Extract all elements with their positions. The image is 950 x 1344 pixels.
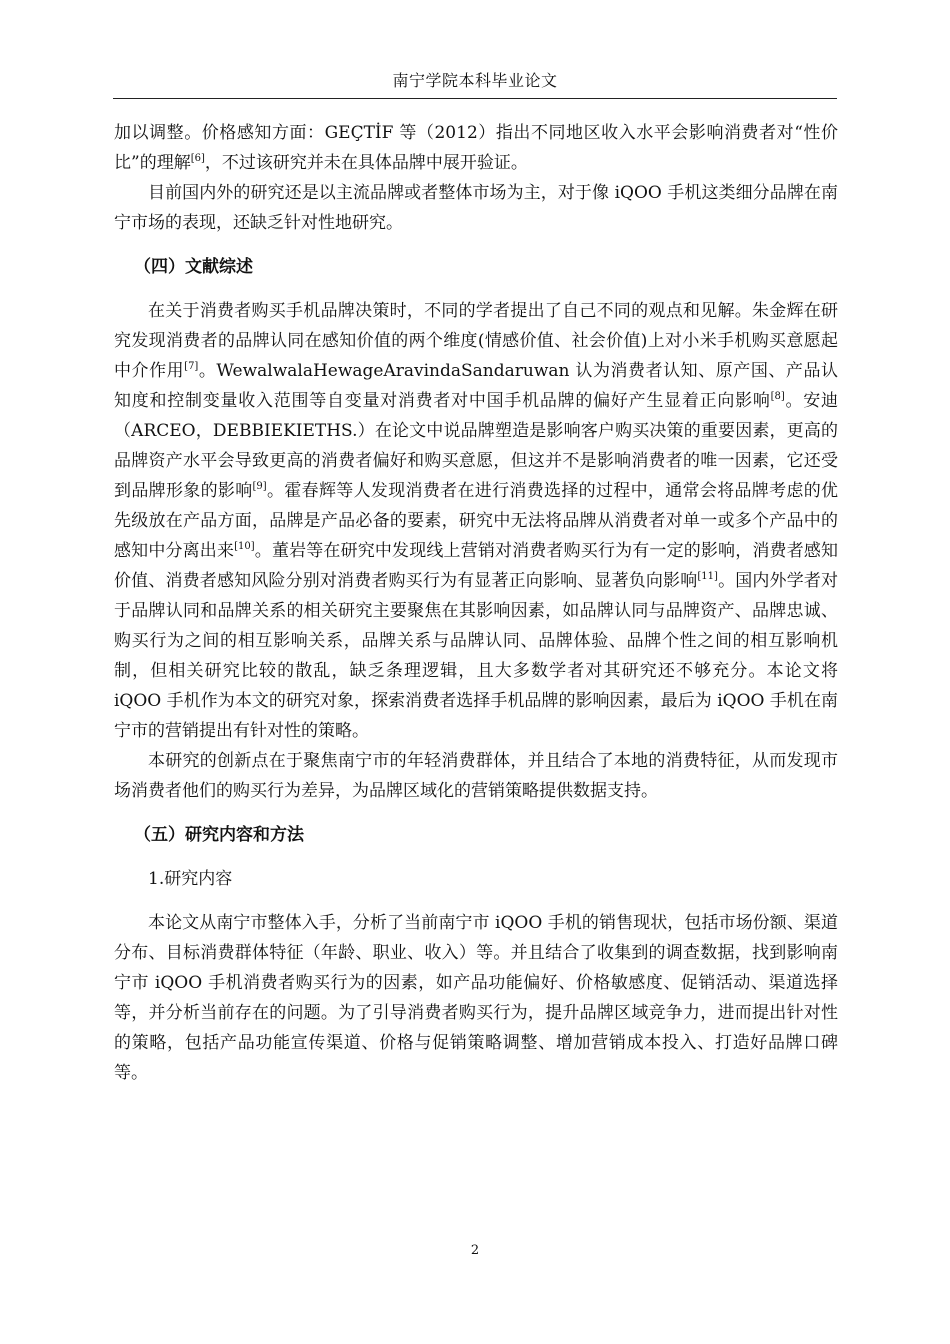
paragraph-text: 加以调整。价格感知方面：GEÇTİF 等（2012）指出不同地区收入水平会影响消费者对“性价比”的理解 xyxy=(114,123,838,173)
paragraph-text: 。霍春辉等人发现消费者在进行消费选择的过程中，通常会将品牌考虑的优先级放在产品方面，品牌是产品必备的要素，研究中无法将品牌从消费者对单一或多个产品中的感知中分离出来 xyxy=(114,481,839,561)
citation-ref: [6] xyxy=(190,153,205,164)
spacer xyxy=(114,806,838,820)
page-body xyxy=(114,118,838,1088)
spacer xyxy=(114,238,838,252)
paragraph-innovation: 本研究的创新点在于聚焦南宁市的年轻消费群体，并且结合了本地的消费特征，从而发现市场消费者他们的购买行为差异，为品牌区域化的营销策略提供数据支持。 xyxy=(114,751,838,801)
section-heading-literature-review: （四）文献综述 xyxy=(134,257,253,277)
paragraph-literature-review xyxy=(114,296,838,746)
paragraph-text: 在关于消费者购买手机品牌决策时，不同的学者提出了自己不同的观点和见解。朱金辉在研究发现消费者的品牌认同在感知价值的两个维度(情感价值、社会价值)上对小米手机购买意愿起中介作用 xyxy=(114,301,838,381)
citation-ref: [11] xyxy=(697,571,718,582)
section-heading-research-content-methods: （五）研究内容和方法 xyxy=(134,825,304,845)
spacer xyxy=(114,850,838,864)
running-header: 南宁学院本科毕业论文 xyxy=(392,71,558,90)
paragraph-text: 。国内外学者对于品牌认同和品牌关系的相关研究主要聚焦在其影响因素，如品牌认同与品牌资产、品牌忠诚、购买行为之间的相互影响关系，品牌关系与品牌认同、品牌体验、品牌个性之间的相互影响机制，但相关研究比较的散乱，缺乏条理逻辑，且大多数学者对其研究还不够充分。本论文将 iQOO 手机作为本文的研究对象，探索消费者选择手机品牌的影响因素，最后为 iQOO 手机在南宁市的营销提出有针对性的策略。 xyxy=(114,571,839,741)
spacer xyxy=(114,894,838,908)
citation-ref: [8] xyxy=(770,391,785,402)
paragraph-text: ，不过该研究并未在具体品牌中展开验证。 xyxy=(204,153,528,173)
paragraph-text: 。董岩等在研究中发现线上营销对消费者购买行为有一定的影响，消费者感知价值、消费者感知风险分别对消费者购买行为有显著正向影响、显著负向影响 xyxy=(114,541,839,591)
paragraph-research-gap: 目前国内外的研究还是以主流品牌或者整体市场为主，对于像 iQOO 手机这类细分品牌在南宁市场的表现，还缺乏针对性地研究。 xyxy=(114,183,838,233)
citation-ref: [10] xyxy=(234,541,255,552)
citation-ref: [9] xyxy=(252,481,267,492)
header-rule xyxy=(113,98,837,99)
page-number: 2 xyxy=(470,1243,480,1258)
spacer xyxy=(114,282,838,296)
subheading-research-content: 1.研究内容 xyxy=(148,869,233,889)
paragraph-research-content: 本论文从南宁市整体入手，分析了当前南宁市 iQOO 手机的销售现状，包括市场份额、渠道分布、目标消费群体特征（年龄、职业、收入）等。并且结合了收集到的调查数据，找到影响南宁市 iQOO 手机消费者购买行为的因素，如产品功能偏好、价格敏感度、促销活动、渠道选择等，并分析当前存在的问题。为了引导消费者购买行为，提升品牌区域竞争力，进而提出针对性的策略，包括产品功能宣传渠道、价格与促销策略调整、增加营销成本投入、打造好品牌口碑等。 xyxy=(114,913,838,1083)
paragraph-price-perception xyxy=(114,118,838,178)
paragraph-text: 。WewalwalaHewageAravindaSandaruwan 认为消费者认知、原产国、产品认知度和控制变量收入范围等自变量对消费者对中国手机品牌的偏好产生显着正向影响 xyxy=(114,361,839,411)
citation-ref: [7] xyxy=(184,361,199,372)
paragraph-text: 。安迪（ARCEO，DEBBIEKIETHS.）在论文中说品牌塑造是影响客户购买决策的重要因素，更高的品牌资产水平会导致更高的消费者偏好和购买意愿，但这并不是影响消费者的唯一因素，它还受到品牌形象的影响 xyxy=(114,391,839,501)
